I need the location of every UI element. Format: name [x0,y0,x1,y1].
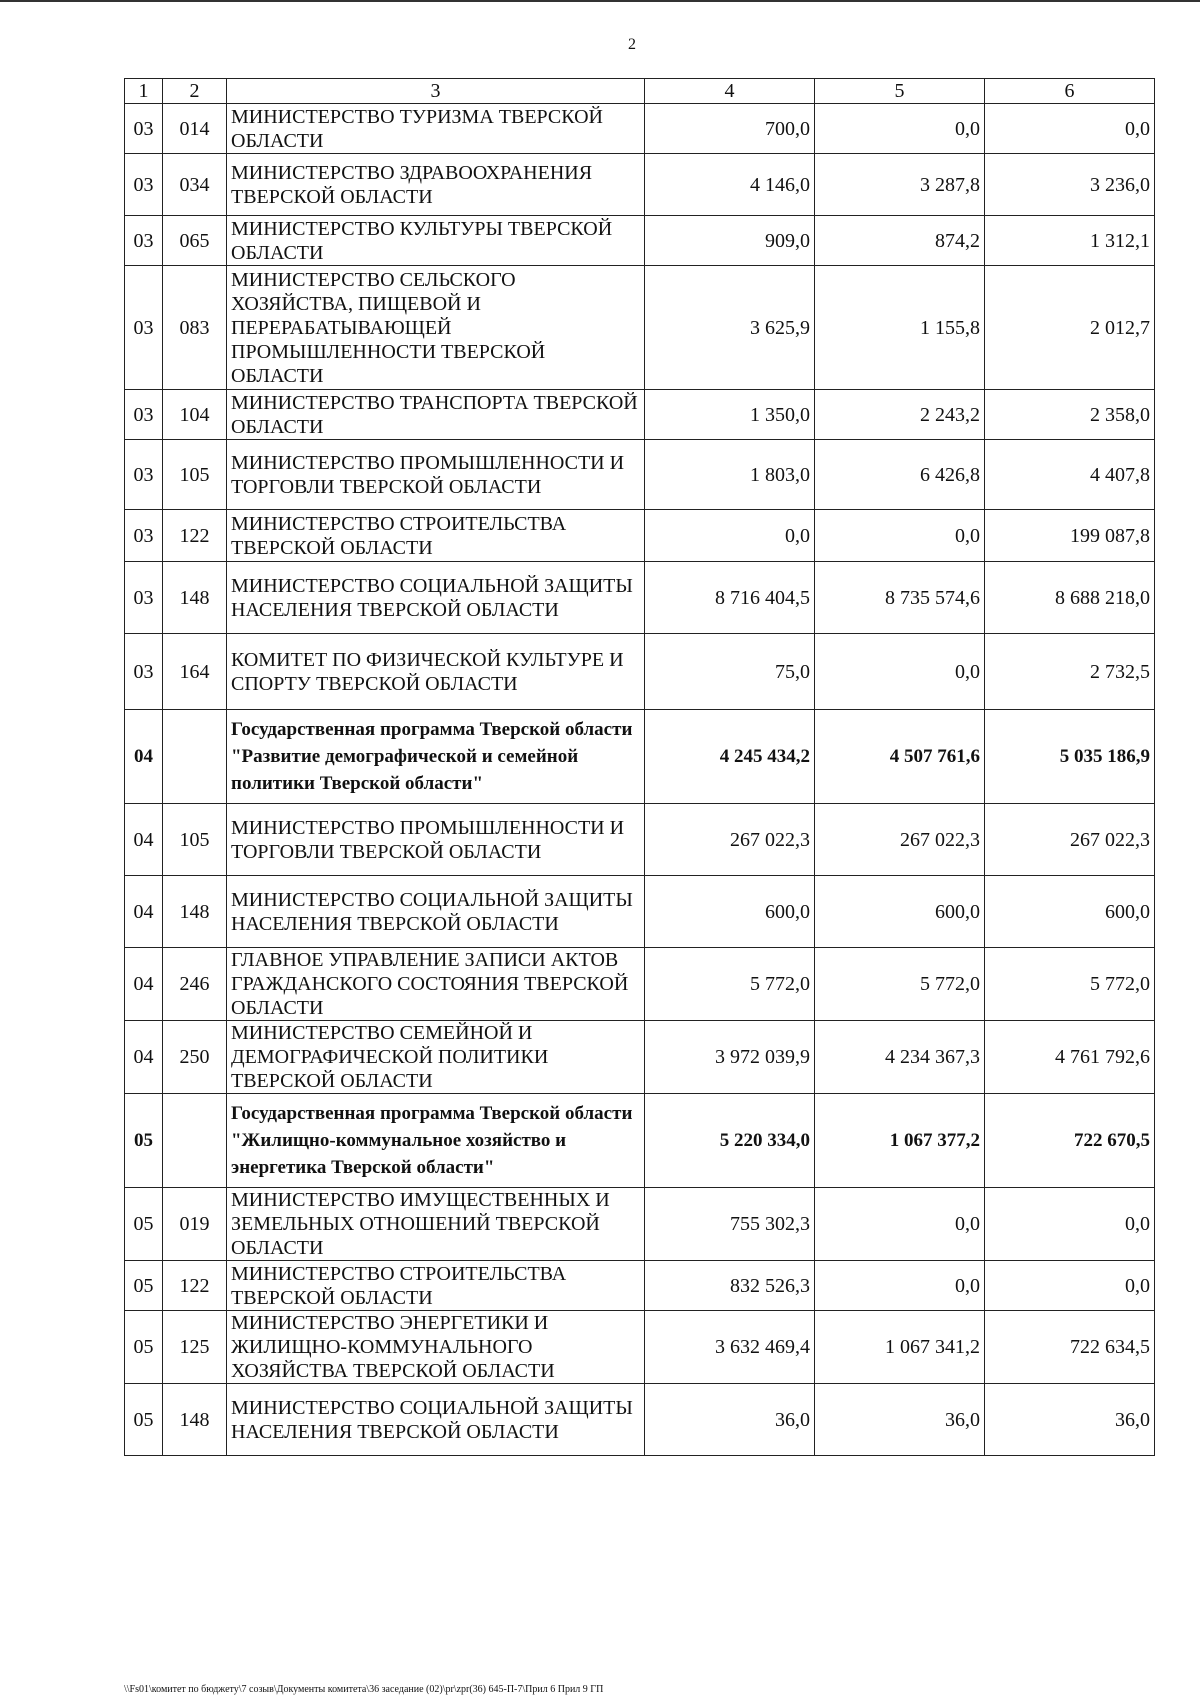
name-cell: МИНИСТЕРСТВО ПРОМЫШЛЕННОСТИ И ТОРГОВЛИ ТВЕРСКОЙ ОБЛАСТИ [227,804,645,876]
program-code-cell: 05 [125,1094,163,1188]
value-col5-cell: 6 426,8 [815,440,985,510]
admin-code-cell: 246 [163,948,227,1021]
admin-code-cell: 148 [163,876,227,948]
value-col4-cell: 5 772,0 [645,948,815,1021]
value-col6-cell: 0,0 [985,1261,1155,1311]
table-row [125,266,1155,390]
value-col6-cell: 3 236,0 [985,154,1155,216]
table-row [125,154,1155,216]
name-cell: МИНИСТЕРСТВО ЭНЕРГЕТИКИ И ЖИЛИЩНО-КОММУНАЛЬНОГО ХОЗЯЙСТВА ТВЕРСКОЙ ОБЛАСТИ [227,1311,645,1384]
name-cell: ГЛАВНОЕ УПРАВЛЕНИЕ ЗАПИСИ АКТОВ ГРАЖДАНСКОГО СОСТОЯНИЯ ТВЕРСКОЙ ОБЛАСТИ [227,948,645,1021]
value-col4-cell: 1 803,0 [645,440,815,510]
admin-code-cell: 105 [163,440,227,510]
name-cell: МИНИСТЕРСТВО СОЦИАЛЬНОЙ ЗАЩИТЫ НАСЕЛЕНИЯ ТВЕРСКОЙ ОБЛАСТИ [227,1384,645,1456]
value-col4-cell: 4 245 434,2 [645,710,815,804]
table-body [125,104,1155,1456]
name-cell: МИНИСТЕРСТВО СТРОИТЕЛЬСТВА ТВЕРСКОЙ ОБЛАСТИ [227,510,645,562]
value-col5-cell: 4 234 367,3 [815,1021,985,1094]
column-header: 2 [163,79,227,104]
name-cell: МИНИСТЕРСТВО ТРАНСПОРТА ТВЕРСКОЙ ОБЛАСТИ [227,390,645,440]
value-col5-cell: 1 067 377,2 [815,1094,985,1188]
admin-code-cell: 164 [163,634,227,710]
name-cell: МИНИСТЕРСТВО ИМУЩЕСТВЕННЫХ И ЗЕМЕЛЬНЫХ ОТНОШЕНИЙ ТВЕРСКОЙ ОБЛАСТИ [227,1188,645,1261]
program-code-cell: 04 [125,710,163,804]
name-cell: МИНИСТЕРСТВО ПРОМЫШЛЕННОСТИ И ТОРГОВЛИ ТВЕРСКОЙ ОБЛАСТИ [227,440,645,510]
value-col5-cell: 600,0 [815,876,985,948]
value-col5-cell: 0,0 [815,634,985,710]
table-row [125,804,1155,876]
table-row [125,1261,1155,1311]
footer-file-path: \\Fs01\комитет по бюджету\7 созыв\Документы комитета\36 заседание (02)\pr\zpr(36) 645-П-7\Прил 6 Прил 9 ГП [124,1684,604,1695]
value-col4-cell: 0,0 [645,510,815,562]
program-code-cell: 03 [125,390,163,440]
program-code-cell: 03 [125,440,163,510]
table-row [125,948,1155,1021]
admin-code-cell: 014 [163,104,227,154]
value-col5-cell: 0,0 [815,1261,985,1311]
value-col6-cell: 0,0 [985,1188,1155,1261]
column-header: 6 [985,79,1155,104]
column-header: 3 [227,79,645,104]
admin-code-cell: 122 [163,510,227,562]
value-col4-cell: 5 220 334,0 [645,1094,815,1188]
value-col4-cell: 4 146,0 [645,154,815,216]
admin-code-cell: 122 [163,1261,227,1311]
value-col6-cell: 2 012,7 [985,266,1155,390]
name-cell: Государственная программа Тверской области "Жилищно-коммунальное хозяйство и энергетика Тверской области" [227,1094,645,1188]
value-col6-cell: 2 358,0 [985,390,1155,440]
value-col4-cell: 700,0 [645,104,815,154]
admin-code-cell: 148 [163,1384,227,1456]
name-cell: МИНИСТЕРСТВО КУЛЬТУРЫ ТВЕРСКОЙ ОБЛАСТИ [227,216,645,266]
program-code-cell: 03 [125,562,163,634]
admin-code-cell: 125 [163,1311,227,1384]
value-col5-cell: 267 022,3 [815,804,985,876]
value-col5-cell: 4 507 761,6 [815,710,985,804]
value-col6-cell: 36,0 [985,1384,1155,1456]
name-cell: МИНИСТЕРСТВО ТУРИЗМА ТВЕРСКОЙ ОБЛАСТИ [227,104,645,154]
name-cell: МИНИСТЕРСТВО СОЦИАЛЬНОЙ ЗАЩИТЫ НАСЕЛЕНИЯ ТВЕРСКОЙ ОБЛАСТИ [227,876,645,948]
program-code-cell: 03 [125,154,163,216]
admin-code-cell: 034 [163,154,227,216]
value-col6-cell: 600,0 [985,876,1155,948]
admin-code-cell: 105 [163,804,227,876]
value-col5-cell: 0,0 [815,104,985,154]
value-col5-cell: 1 155,8 [815,266,985,390]
admin-code-cell [163,1094,227,1188]
value-col6-cell: 199 087,8 [985,510,1155,562]
table-row [125,510,1155,562]
admin-code-cell: 104 [163,390,227,440]
table-row [125,440,1155,510]
value-col4-cell: 3 972 039,9 [645,1021,815,1094]
name-cell: МИНИСТЕРСТВО СТРОИТЕЛЬСТВА ТВЕРСКОЙ ОБЛАСТИ [227,1261,645,1311]
value-col5-cell: 8 735 574,6 [815,562,985,634]
value-col6-cell: 8 688 218,0 [985,562,1155,634]
value-col4-cell: 909,0 [645,216,815,266]
value-col6-cell: 5 035 186,9 [985,710,1155,804]
value-col6-cell: 5 772,0 [985,948,1155,1021]
page-number: 2 [628,36,636,53]
value-col6-cell: 4 761 792,6 [985,1021,1155,1094]
value-col4-cell: 832 526,3 [645,1261,815,1311]
table-row [125,1188,1155,1261]
name-cell: МИНИСТЕРСТВО СОЦИАЛЬНОЙ ЗАЩИТЫ НАСЕЛЕНИЯ ТВЕРСКОЙ ОБЛАСТИ [227,562,645,634]
value-col4-cell: 3 632 469,4 [645,1311,815,1384]
program-code-cell: 04 [125,1021,163,1094]
value-col5-cell: 0,0 [815,510,985,562]
program-row [125,710,1155,804]
value-col4-cell: 3 625,9 [645,266,815,390]
value-col4-cell: 75,0 [645,634,815,710]
name-cell: КОМИТЕТ ПО ФИЗИЧЕСКОЙ КУЛЬТУРЕ И СПОРТУ ТВЕРСКОЙ ОБЛАСТИ [227,634,645,710]
program-code-cell: 04 [125,876,163,948]
page-top-rule [0,0,1200,2]
value-col5-cell: 5 772,0 [815,948,985,1021]
program-row [125,1094,1155,1188]
program-code-cell: 03 [125,634,163,710]
table-row [125,104,1155,154]
value-col4-cell: 755 302,3 [645,1188,815,1261]
value-col6-cell: 722 670,5 [985,1094,1155,1188]
admin-code-cell: 065 [163,216,227,266]
value-col5-cell: 874,2 [815,216,985,266]
table-row [125,1021,1155,1094]
value-col6-cell: 2 732,5 [985,634,1155,710]
program-code-cell: 05 [125,1261,163,1311]
program-code-cell: 03 [125,510,163,562]
program-code-cell: 05 [125,1384,163,1456]
table-row [125,562,1155,634]
value-col4-cell: 8 716 404,5 [645,562,815,634]
column-header: 5 [815,79,985,104]
value-col5-cell: 36,0 [815,1384,985,1456]
value-col4-cell: 600,0 [645,876,815,948]
admin-code-cell [163,710,227,804]
program-code-cell: 03 [125,216,163,266]
value-col4-cell: 1 350,0 [645,390,815,440]
table-row [125,876,1155,948]
program-code-cell: 05 [125,1188,163,1261]
admin-code-cell: 083 [163,266,227,390]
table-row [125,1384,1155,1456]
admin-code-cell: 019 [163,1188,227,1261]
name-cell: МИНИСТЕРСТВО ЗДРАВООХРАНЕНИЯ ТВЕРСКОЙ ОБЛАСТИ [227,154,645,216]
value-col4-cell: 267 022,3 [645,804,815,876]
program-code-cell: 04 [125,804,163,876]
program-code-cell: 04 [125,948,163,1021]
name-cell: МИНИСТЕРСТВО СЕЛЬСКОГО ХОЗЯЙСТВА, ПИЩЕВОЙ И ПЕРЕРАБАТЫВАЮЩЕЙ ПРОМЫШЛЕННОСТИ ТВЕРСКОЙ ОБЛАСТИ [227,266,645,390]
value-col5-cell: 3 287,8 [815,154,985,216]
value-col6-cell: 267 022,3 [985,804,1155,876]
table-row [125,390,1155,440]
value-col6-cell: 1 312,1 [985,216,1155,266]
program-code-cell: 03 [125,104,163,154]
table-row [125,1311,1155,1384]
admin-code-cell: 148 [163,562,227,634]
value-col5-cell: 2 243,2 [815,390,985,440]
name-cell: Государственная программа Тверской области "Развитие демографической и семейной политики Тверской области" [227,710,645,804]
value-col5-cell: 1 067 341,2 [815,1311,985,1384]
table-row [125,634,1155,710]
value-col6-cell: 4 407,8 [985,440,1155,510]
table-row [125,216,1155,266]
budget-table [124,78,1155,1456]
value-col6-cell: 722 634,5 [985,1311,1155,1384]
admin-code-cell: 250 [163,1021,227,1094]
value-col6-cell: 0,0 [985,104,1155,154]
program-code-cell: 05 [125,1311,163,1384]
column-header: 4 [645,79,815,104]
column-header: 1 [125,79,163,104]
value-col4-cell: 36,0 [645,1384,815,1456]
table-header-row [125,79,1155,104]
name-cell: МИНИСТЕРСТВО СЕМЕЙНОЙ И ДЕМОГРАФИЧЕСКОЙ ПОЛИТИКИ ТВЕРСКОЙ ОБЛАСТИ [227,1021,645,1094]
program-code-cell: 03 [125,266,163,390]
value-col5-cell: 0,0 [815,1188,985,1261]
